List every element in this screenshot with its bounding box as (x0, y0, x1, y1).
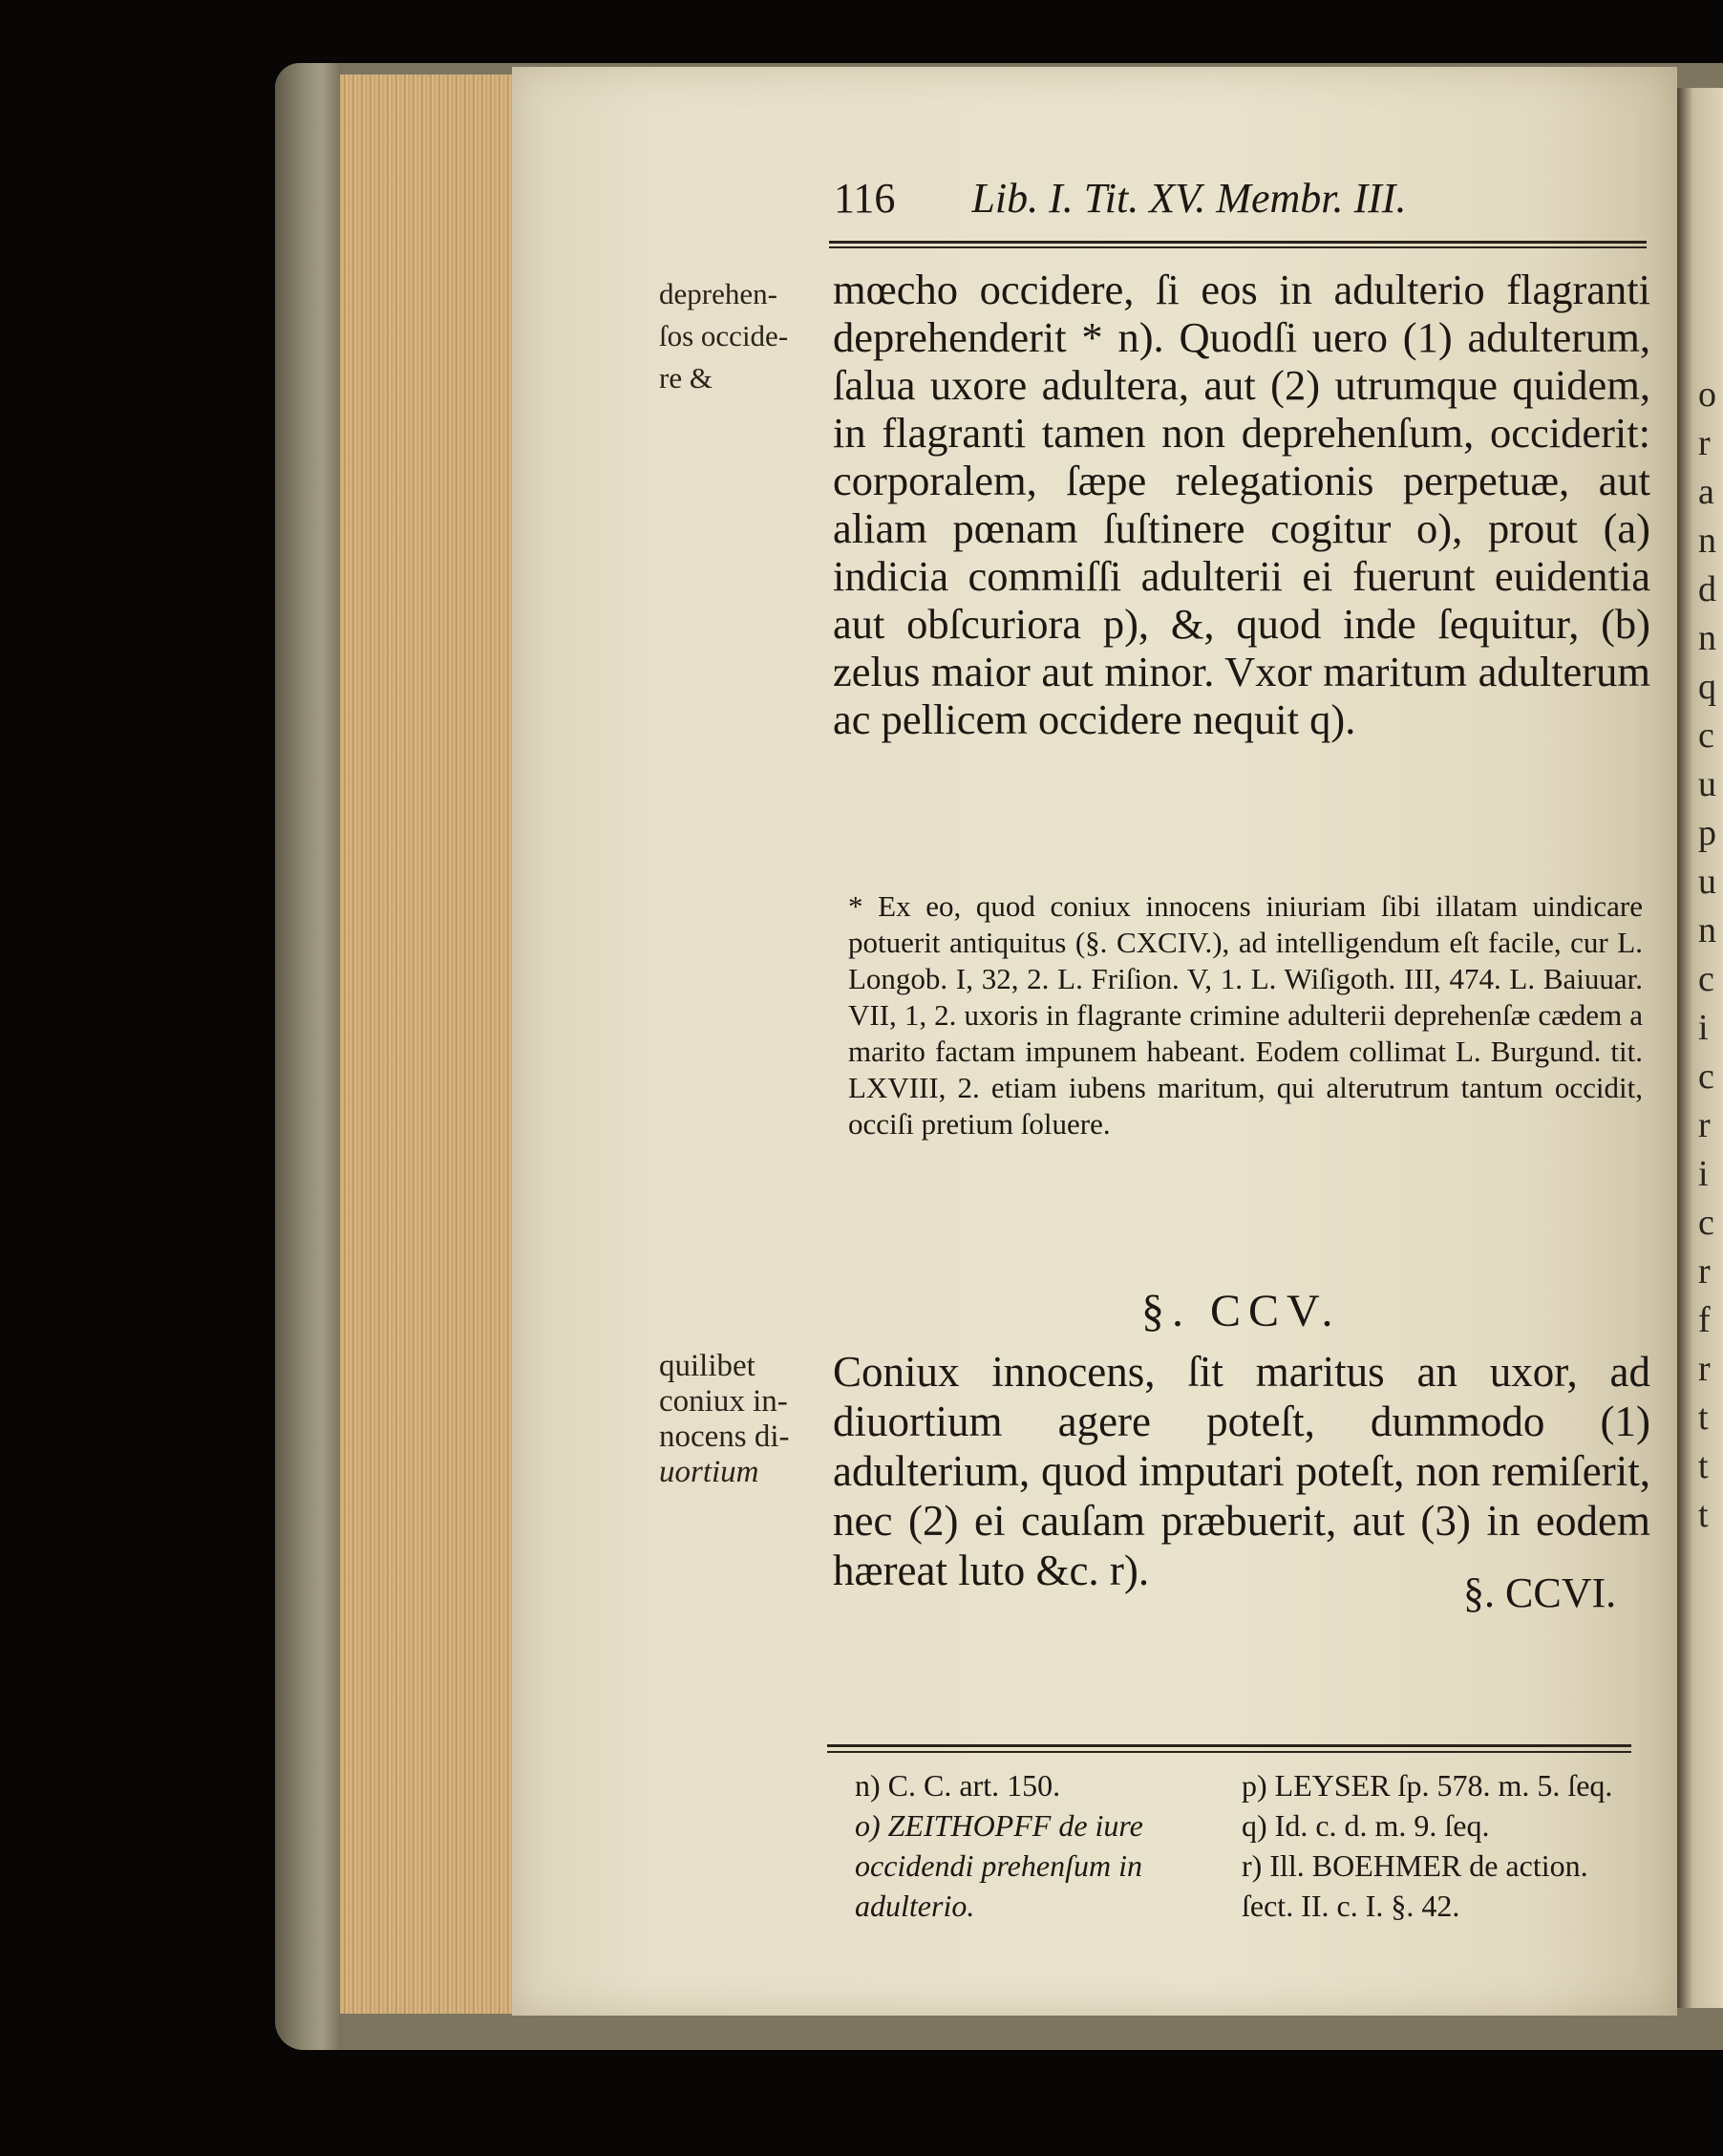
head-rule (829, 241, 1647, 244)
footnote-n: n) C. C. art. 150. (855, 1768, 1061, 1803)
margin-note-2: quilibet coniux in- nocens di- uortium (659, 1349, 790, 1489)
next-page-edge-text: o r a n d n q c u p u n c i c r i c r f r t t t (1698, 374, 1716, 1535)
running-head (834, 174, 1655, 223)
footnote-p: p) LEYSER ſp. 578. m. 5. ſeq. (1242, 1768, 1613, 1803)
main-paragraph-1: mœcho occidere, ſi eos in adulterio flagranti deprehenderit * n). Quodſi uero (1) adulterum, ſalua uxore adultera, aut (2) utrumque quidem, in flagranti tamen non deprehenſum, occiderit: corporalem, ſæpe relegationis perpetuæ, aut aliam pœnam ſuſtinere cogitur o), prout (a) indicia commiſſi adulterii ei fuerunt euidentia aut obſcuriora p), &, quod inde ſequitur, (b) zelus maior aut minor. Vxor maritum adulterum ac pellicem occidere nequit q). (833, 266, 1650, 743)
main-paragraph-2: Coniux innocens, ſit maritus an uxor, ad diuortium agere poteſt, dummodo (1) adulterium, quod imputari poteſt, non remiſerit, nec (2) ei cauſam præbuerit, aut (3) in eodem hæreat luto &c. r). (833, 1348, 1650, 1594)
margin-note-1: deprehen- ſos occide- re & (659, 277, 789, 395)
footnote-o: o) ZEITHOPFF de iure occidendi prehenſum in adulterio. (855, 1808, 1143, 1923)
catchword: §. CCVI. (1463, 1569, 1617, 1616)
footnotes-left (855, 1765, 1218, 1926)
page-number: 116 (834, 175, 896, 222)
footnote-q: q) Id. c. d. m. 9. ſeq. (1242, 1808, 1490, 1843)
head-rule-thin (829, 246, 1647, 248)
footnote-r: r) Ill. BOEHMER de action. ſect. II. c. I. §. 42. (1242, 1848, 1588, 1923)
footnote-rule-thin (827, 1751, 1631, 1753)
footnotes-right (1242, 1765, 1633, 1926)
running-head-title: Lib. I. Tit. XV. Membr. III. (971, 175, 1407, 222)
footnote-star: * Ex eo, quod coniux innocens iniuriam ſibi illatam uindicare potuerit antiquitus (§. CXCIV.), ad intelligendum eſt facile, cur L. Longob. I, 32, 2. L. Friſion. V, 1. L. Wiſigoth. III, 474. L. Baiuuar. VII, 1, 2. uxoris in flagrante crimine adulterii deprehenſæ cædem a marito factam impunem habeant. Eodem collimat L. Burgund. tit. LXVIII, 2. etiam iubens maritum, qui alterutrum tantum occidit, occiſi pretium ſoluere. (848, 889, 1643, 1141)
footnote-rule (827, 1744, 1631, 1747)
section-title: §. CCV. (1141, 1286, 1341, 1336)
